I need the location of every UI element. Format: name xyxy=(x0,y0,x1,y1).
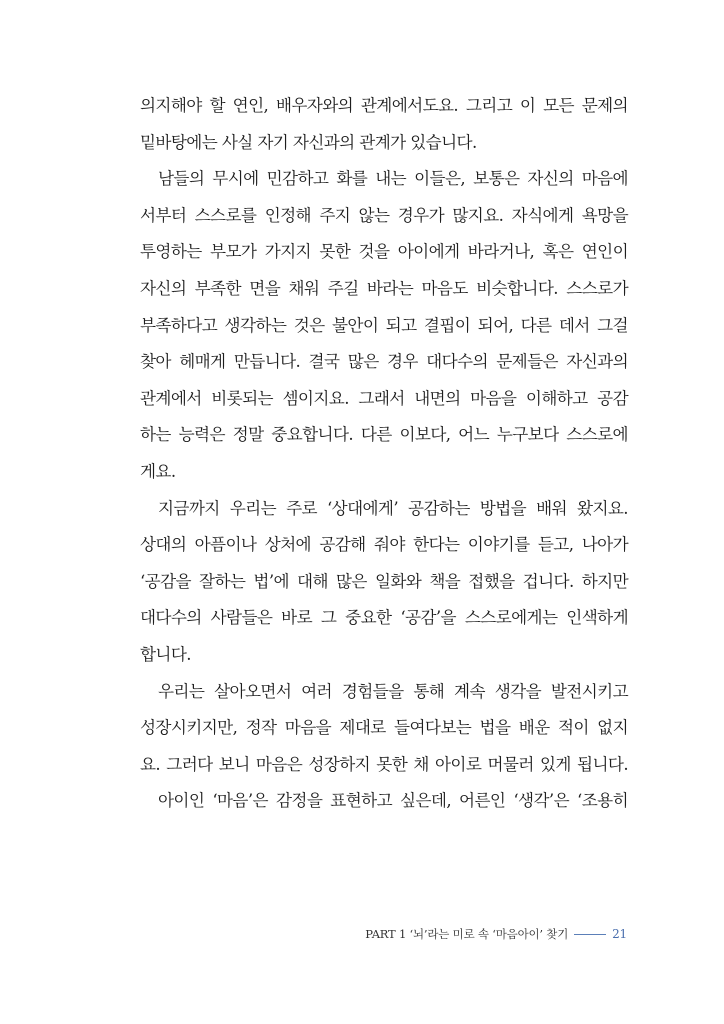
footer-divider xyxy=(574,934,606,935)
page-number: 21 xyxy=(612,927,627,941)
text-line: 부족하다고 생각하는 것은 불안이 되고 결핍이 되어, 다른 데서 그걸 xyxy=(140,315,628,335)
text-line: 찾아 헤매게 만듭니다. 결국 많은 경우 대다수의 문제들은 자신과의 xyxy=(140,352,628,372)
text-line: 요. 그러다 보니 마음은 성장하지 못한 채 아이로 머물러 있게 됩니다. xyxy=(140,754,628,774)
text-line: 투영하는 부모가 가지지 못한 것을 아이에게 바라거나, 혹은 연인이 xyxy=(140,242,628,262)
text-line: 자신의 부족한 면을 채워 주길 바라는 마음도 비슷합니다. 스스로가 xyxy=(140,278,628,298)
text-line: 남들의 무시에 민감하고 화를 내는 이들은, 보통은 자신의 마음에 xyxy=(158,169,628,189)
text-line: 우리는 살아오면서 여러 경험들을 통해 계속 생각을 발전시키고 xyxy=(158,681,628,701)
text-line: 게요. xyxy=(140,461,176,481)
text-line: 하는 능력은 정말 중요합니다. 다른 이보다, 어느 누구보다 스스로에 xyxy=(140,425,628,445)
text-line: 지금까지 우리는 주로 ‘상대에게’ 공감하는 방법을 배워 왔지요. xyxy=(158,498,628,518)
text-line: 상대의 아픔이나 상처에 공감해 줘야 한다는 이야기를 듣고, 나아가 xyxy=(140,535,628,555)
running-head: PART 1 ‘뇌’라는 미로 속 ‘마음아이’ 찾기 xyxy=(365,927,569,941)
text-line: 대다수의 사람들은 바로 그 중요한 ‘공감’을 스스로에게는 인색하게 xyxy=(140,608,628,628)
page-footer xyxy=(365,926,627,942)
text-line: 밑바탕에는 사실 자기 자신과의 관계가 있습니다. xyxy=(140,132,477,152)
text-line: 성장시키지만, 정작 마음을 제대로 들여다보는 법을 배운 적이 없지 xyxy=(140,718,628,738)
text-line: 합니다. xyxy=(140,644,191,664)
body-text xyxy=(140,88,628,820)
text-line: 아이인 ‘마음’은 감정을 표현하고 싶은데, 어른인 ‘생각’은 ‘조용히 xyxy=(158,791,628,811)
text-line: 의지해야 할 연인, 배우자와의 관계에서도요. 그리고 이 모든 문제의 xyxy=(140,96,628,115)
text-line: 관계에서 비롯되는 셈이지요. 그래서 내면의 마음을 이해하고 공감 xyxy=(140,388,628,408)
text-line: ‘공감을 잘하는 법’에 대해 많은 일화와 책을 접했을 겁니다. 하지만 xyxy=(140,571,628,591)
text-line: 서부터 스스로를 인정해 주지 않는 경우가 많지요. 자식에게 욕망을 xyxy=(140,205,628,225)
